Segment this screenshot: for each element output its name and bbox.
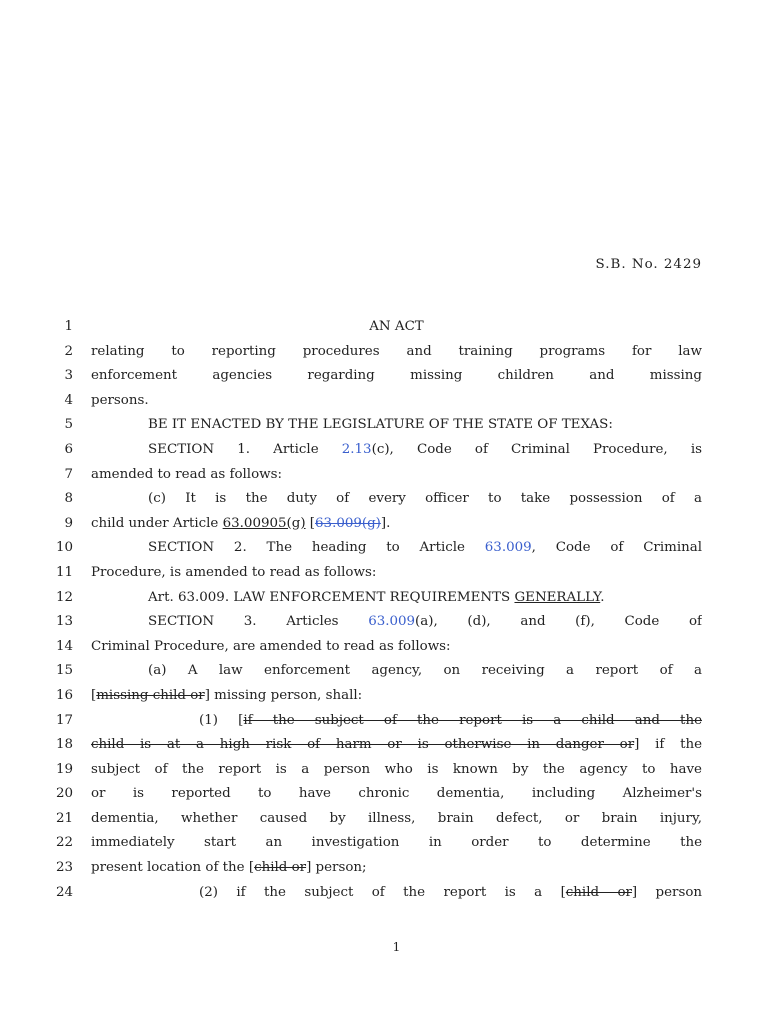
bill-line [0, 856, 770, 881]
text-segment: amended to read as follows: [91, 466, 282, 482]
bill-number: S.B. No. 2429 [595, 257, 702, 272]
line-number: 4 [64, 392, 73, 408]
text-segment: ]. [380, 515, 391, 531]
line-text [91, 536, 702, 561]
line-text [91, 340, 702, 365]
text-segment: relating to reporting procedures and training programs for law [91, 343, 702, 359]
bill-line [0, 586, 770, 611]
line-number: 7 [64, 466, 73, 482]
bill-line [0, 463, 770, 488]
text-segment: ] if the [634, 737, 702, 753]
line-number: 23 [55, 860, 73, 876]
bill-line [0, 709, 770, 734]
line-text [91, 635, 702, 660]
text-segment: (2) if the subject of the report is a [ [199, 884, 566, 900]
line-number: 11 [55, 564, 73, 580]
line-text [91, 684, 702, 709]
line-number: 5 [64, 417, 73, 433]
statute-reference-link[interactable]: 63.009 [368, 614, 416, 630]
statute-reference-link[interactable]: 63.009 [484, 540, 532, 556]
line-number: 20 [55, 786, 73, 802]
bill-line [0, 487, 770, 512]
line-number: 24 [55, 884, 73, 900]
text-segment: , Code of Criminal [531, 540, 702, 556]
text-segment: subject of the report is a person who is known by the agency to have [91, 761, 702, 777]
text-segment: ] person [631, 884, 702, 900]
line-number: 13 [55, 614, 73, 630]
line-text [91, 561, 702, 586]
text-segment: ] missing person, shall: [204, 687, 363, 703]
text-segment: (c), Code of Criminal Procedure, is [371, 441, 702, 457]
line-number: 6 [64, 441, 73, 457]
line-text [91, 586, 702, 611]
bill-line [0, 413, 770, 438]
line-text [91, 881, 702, 906]
bill-line [0, 684, 770, 709]
text-segment: BE IT ENACTED BY THE LEGISLATURE OF THE STATE OF TEXAS: [148, 417, 613, 433]
line-text [91, 782, 702, 807]
bill-line [0, 512, 770, 537]
line-number: 3 [64, 368, 73, 384]
line-text [91, 389, 702, 414]
line-number: 19 [55, 761, 73, 777]
line-number: 15 [55, 663, 73, 679]
line-number: 14 [55, 638, 73, 654]
statute-reference-link[interactable]: 63.009(g) [315, 515, 381, 531]
text-segment: immediately start an investigation in order to determine the [91, 835, 702, 851]
page-number: 1 [392, 940, 401, 954]
line-number: 18 [55, 737, 73, 753]
bill-line [0, 659, 770, 684]
text-segment: (1) [ [199, 712, 244, 728]
line-text [91, 463, 702, 488]
text-segment: child under Article [91, 515, 223, 531]
text-segment: [ [305, 515, 316, 531]
line-text [91, 807, 702, 832]
bill-line [0, 635, 770, 660]
line-text [91, 831, 702, 856]
struck-text: missing child or [96, 687, 205, 703]
text-segment: dementia, whether caused by illness, brain defect, or brain injury, [91, 810, 702, 826]
struck-text: if the subject of the report is a child and the [243, 712, 702, 728]
struck-text: child is at a high risk of harm or is otherwise in danger or [91, 737, 635, 753]
bill-line [0, 364, 770, 389]
text-segment: SECTION 3. Articles [148, 614, 369, 630]
line-number: 10 [55, 540, 73, 556]
bill-line [0, 758, 770, 783]
text-segment: AN ACT [369, 319, 424, 334]
text-segment: (a) A law enforcement agency, on receiving a report of a [148, 663, 702, 679]
line-text [91, 733, 702, 758]
bill-line [0, 315, 770, 340]
text-segment: SECTION 2. The heading to Article [148, 540, 485, 556]
bill-line [0, 831, 770, 856]
line-number: 8 [64, 491, 73, 507]
line-number: 17 [55, 712, 73, 728]
text-segment: (a), (d), and (f), Code of [415, 614, 702, 630]
line-text [91, 512, 702, 537]
bill-text-body [0, 315, 770, 905]
line-number: 9 [64, 515, 73, 531]
bill-line [0, 610, 770, 635]
bill-line [0, 782, 770, 807]
line-text [91, 315, 702, 340]
text-segment: Procedure, is amended to read as follows: [91, 564, 377, 580]
bill-line [0, 389, 770, 414]
bill-line [0, 733, 770, 758]
text-segment: enforcement agencies regarding missing children and missing [91, 368, 702, 384]
bill-line [0, 536, 770, 561]
text-segment: Criminal Procedure, are amended to read as follows: [91, 638, 451, 654]
bill-line [0, 807, 770, 832]
line-text [91, 709, 702, 734]
line-text [91, 438, 702, 463]
bill-line [0, 438, 770, 463]
text-segment: Art. 63.009. LAW ENFORCEMENT REQUIREMENTS [148, 589, 515, 605]
line-number: 2 [64, 343, 73, 359]
struck-text: child or [565, 884, 632, 900]
text-segment: present location of the [ [91, 860, 255, 876]
inserted-text: 63.00905(g) [222, 515, 306, 531]
line-number: 1 [64, 319, 73, 334]
line-text [91, 487, 702, 512]
line-text [91, 413, 702, 438]
text-segment: SECTION 1. Article [148, 441, 342, 457]
text-segment: [ [91, 687, 97, 703]
text-segment: . [600, 589, 605, 605]
text-segment: persons. [91, 392, 149, 408]
line-text [91, 856, 702, 881]
statute-reference-link[interactable]: 2.13 [341, 441, 372, 457]
inserted-text: GENERALLY [514, 589, 601, 605]
text-segment: or is reported to have chronic dementia, including Alzheimer's [91, 786, 702, 802]
line-number: 22 [55, 835, 73, 851]
bill-line [0, 881, 770, 906]
line-number: 12 [55, 589, 73, 605]
text-segment: ] person; [306, 860, 367, 876]
line-number: 16 [55, 687, 73, 703]
line-text [91, 758, 702, 783]
text-segment: (c) It is the duty of every officer to take possession of a [148, 491, 702, 507]
line-text [91, 659, 702, 684]
bill-line [0, 561, 770, 586]
line-number: 21 [55, 810, 73, 826]
struck-text: child or [254, 860, 307, 876]
line-text [91, 610, 702, 635]
line-text [91, 364, 702, 389]
bill-line [0, 340, 770, 365]
